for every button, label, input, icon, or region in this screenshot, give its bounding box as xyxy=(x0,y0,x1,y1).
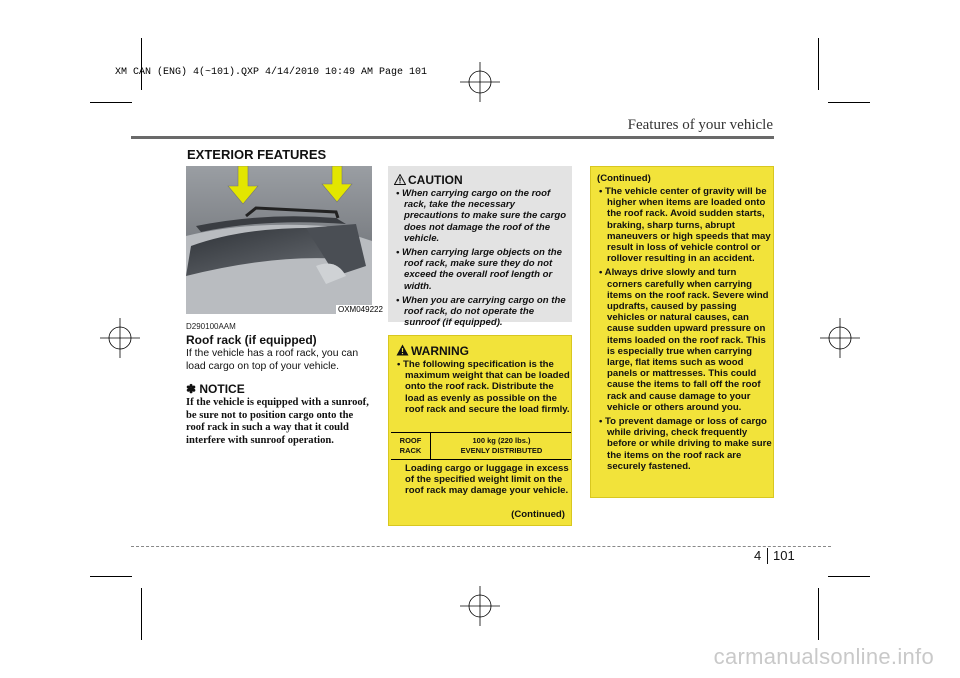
warning-tail-text: Loading cargo or luggage in excess of the specified weight limit on the roof rack may damage your vehicle. xyxy=(405,463,569,497)
warning-title: WARNING xyxy=(411,344,469,358)
section-code: D290100AAM xyxy=(186,322,236,331)
caution-item: • When carrying cargo on the roof rack, take the necessary precautions to make sure the cargo does not damage the roof of the vehicle. xyxy=(396,188,567,244)
continued-item: • The vehicle center of gravity will be higher when items are loaded onto the roof rack. Avoid sudden starts, braking, sharp turns, abrupt maneuvers or high speeds that may result in loss of vehicle control or rollover resulting in an accident. xyxy=(599,186,771,265)
footer-divider xyxy=(131,546,831,547)
page-header-title: Features of your vehicle xyxy=(627,117,773,133)
crop-mark xyxy=(828,576,870,577)
page-number: 101 xyxy=(773,548,795,563)
notice-body: If the vehicle is equipped with a sunroof, be sure not to position cargo onto the roof rack in such a way that it could interfere with sunroof operation. xyxy=(186,397,369,446)
continued-warning-box xyxy=(590,166,774,498)
notice-title: ✽ NOTICE xyxy=(186,382,245,396)
caution-item-text: When carrying cargo on the roof rack, take the necessary precautions to make sure the cargo does not damage the roof of the vehicle. xyxy=(402,188,567,244)
registration-mark-icon xyxy=(460,62,500,102)
rack-label-cell: ROOF RACK xyxy=(391,433,431,459)
chapter-number: 4 xyxy=(754,548,762,563)
caution-title: CAUTION xyxy=(408,173,463,187)
roof-rack-load-table xyxy=(391,432,571,460)
crop-mark xyxy=(818,38,819,90)
caution-triangle-icon xyxy=(394,174,406,185)
print-slug: XM CAN (ENG) 4(~101).QXP 4/14/2010 10:49 AM Page 101 xyxy=(115,67,428,78)
crop-mark xyxy=(90,576,132,577)
warning-item-text: The following specification is the maximum weight that can be loaded onto the roof rack. Distribute the load as evenly as possible on the roof rack and secure the load firmly. xyxy=(403,359,570,415)
warning-triangle-icon xyxy=(396,344,409,356)
registration-mark-icon xyxy=(820,318,860,358)
caution-box xyxy=(388,166,572,329)
roof-rack-heading: Roof rack (if equipped) xyxy=(186,333,317,347)
car-roof-illustration xyxy=(186,166,372,314)
continued-heading: (Continued) xyxy=(597,173,651,184)
rack-distribution: EVENLY DISTRIBUTED xyxy=(460,446,543,455)
header-divider xyxy=(131,136,774,139)
warning-list xyxy=(395,359,571,418)
rack-weight: 100 kg (220 lbs.) xyxy=(472,436,531,445)
caution-list xyxy=(394,188,570,331)
crop-mark xyxy=(828,102,870,103)
warning-continued: (Continued) xyxy=(511,509,565,520)
continued-item-text: To prevent damage or loss of cargo while driving, check frequently before or while driving to make sure the items on the roof rack are securely fastened. xyxy=(605,416,772,472)
crop-mark xyxy=(141,38,142,90)
watermark: carmanualsonline.info xyxy=(713,644,934,669)
caution-item: • When carrying large objects on the roof rack, make sure they do not exceed the overall roof length or width. xyxy=(396,247,562,292)
photo-caption: OXM049222 xyxy=(338,305,383,314)
crop-mark xyxy=(141,588,142,640)
warning-box xyxy=(388,335,572,526)
roof-rack-body: If the vehicle has a roof rack, you can load cargo on top of your vehicle. xyxy=(186,348,359,372)
crop-mark xyxy=(818,588,819,640)
rack-value-cell xyxy=(432,433,571,459)
continued-item-text: Always drive slowly and turn corners carefully when carrying items on the roof rack. Severe wind updrafts, caused by passing vehicles or natural causes, can cause sudden upward pressure on items loaded on the roof rack. This is especially true when carrying large, flat items such as wood panels or mattresses. This could cause the items to fall off the roof rack and cause damage to your vehicle or others around you. xyxy=(604,267,769,413)
caution-item: • When you are carrying cargo on the roof rack, do not operate the sunroof (if equipped). xyxy=(396,294,566,329)
caution-item-text: When carrying large objects on the roof rack, make sure they do not exceed the overall roof length or width. xyxy=(402,247,562,292)
continued-item: • To prevent damage or loss of cargo while driving, check frequently before or while driving to make sure the items on the roof rack are securely fastened. xyxy=(599,416,772,472)
section-title: EXTERIOR FEATURES xyxy=(187,147,327,162)
continued-list xyxy=(597,186,773,475)
registration-mark-icon xyxy=(460,586,500,626)
warning-item: • The following specification is the maximum weight that can be loaded onto the roof rack. Distribute the load as evenly as possible on the roof rack and secure the load firmly. xyxy=(397,359,570,415)
continued-item: • Always drive slowly and turn corners carefully when carrying items on the roof rack. Severe wind updrafts, caused by passing vehicles or natural causes, can cause sudden upward pressure on items loaded on the roof rack. This is especially true when carrying large, flat items such as wood panels or mattresses. This could cause the items to fall off the roof rack and cause damage to your vehicle or others around you. xyxy=(599,267,769,413)
page-number-separator xyxy=(767,548,768,564)
continued-item-text: The vehicle center of gravity will be higher when items are loaded onto the roof rack. Avoid sudden starts, braking, sharp turns, abrupt maneuvers or high speeds that may result in loss of vehicle control or rollover resulting in an accident. xyxy=(605,186,771,265)
caution-item-text: When you are carrying cargo on the roof rack, do not operate the sunroof (if equipped). xyxy=(402,294,566,329)
roof-rack-photo xyxy=(186,166,372,314)
crop-mark xyxy=(90,102,132,103)
registration-mark-icon xyxy=(100,318,140,358)
